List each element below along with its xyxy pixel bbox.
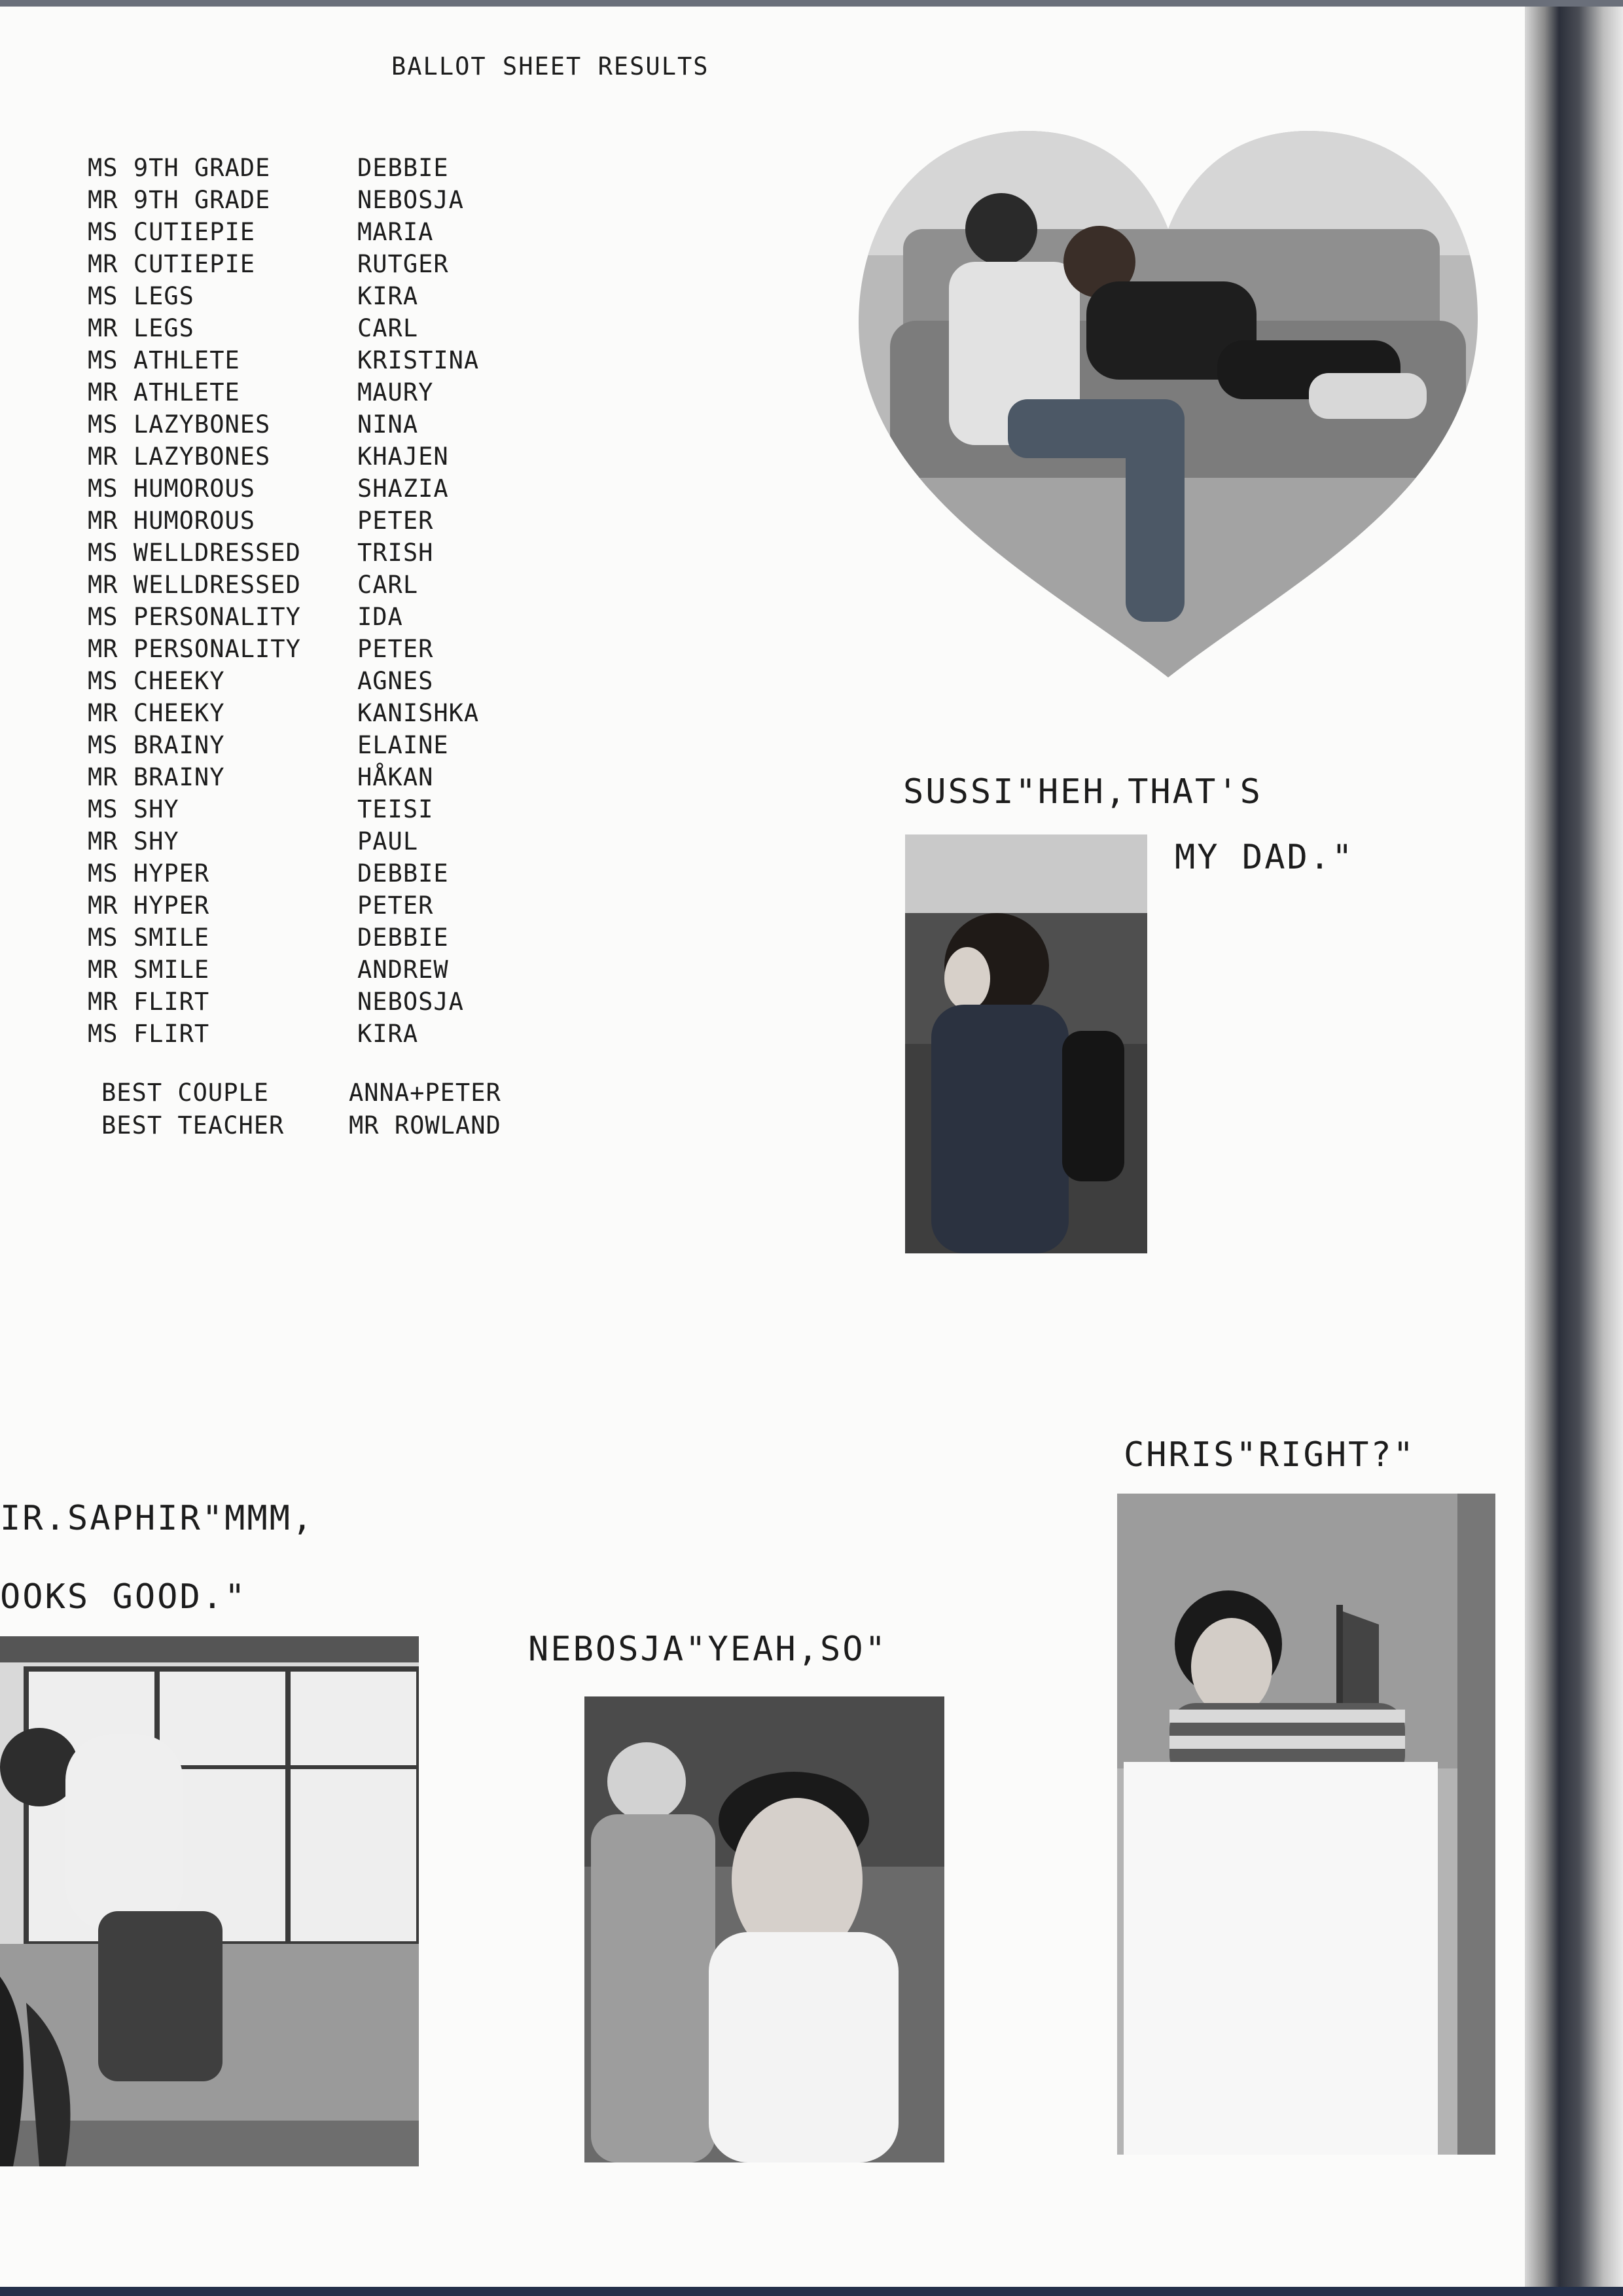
award-category: MR PERSONALITY (88, 635, 301, 663)
award-winner: KIRA (357, 282, 419, 310)
book-binding (1525, 0, 1623, 2296)
award-category: MS LAZYBONES (88, 410, 271, 439)
award-category: BEST TEACHER (101, 1111, 285, 1139)
award-winner: ANDREW (357, 956, 449, 984)
award-winner: HÅKAN (357, 763, 434, 791)
ballot-row (88, 922, 479, 954)
award-category: MR SHY (88, 827, 179, 855)
ballot-row (88, 537, 479, 569)
award-winner: CARL (357, 314, 419, 342)
award-category: BEST COUPLE (101, 1079, 270, 1107)
award-winner: NINA (357, 410, 419, 439)
saphir-caption-line1: IR.SAPHIR"MMM, (0, 1499, 315, 1538)
award-winner: ELAINE (357, 731, 449, 759)
sussi-photo (905, 834, 1147, 1253)
award-category: MS ATHLETE (88, 346, 240, 374)
award-winner: CARL (357, 571, 419, 599)
ballot-row (88, 248, 479, 280)
award-winner: MAURY (357, 378, 434, 406)
award-winner: DEBBIE (357, 924, 449, 952)
award-category: MR CHEEKY (88, 699, 225, 727)
ballot-row (88, 633, 479, 665)
award-category: MS LEGS (88, 282, 194, 310)
award-winner: DEBBIE (357, 154, 449, 182)
page-title: BALLOT SHEET RESULTS (391, 52, 709, 81)
ballot-row (88, 601, 479, 633)
award-category: MS 9TH GRADE (88, 154, 271, 182)
award-winner: DEBBIE (357, 859, 449, 888)
award-category: MS CHEEKY (88, 667, 225, 695)
nebosja-caption: NEBOSJA"YEAH,SO" (528, 1630, 887, 1669)
ballot-row (88, 793, 479, 825)
award-category: MS BRAINY (88, 731, 225, 759)
award-category: MS HUMOROUS (88, 475, 256, 503)
ballot-row (88, 312, 479, 344)
award-winner: PETER (357, 507, 434, 535)
special-award-row (101, 1077, 501, 1109)
award-winner: PETER (357, 891, 434, 920)
ballot-row (88, 184, 479, 216)
award-category: MS CUTIEPIE (88, 218, 256, 246)
award-winner: PETER (357, 635, 434, 663)
ballot-row (88, 505, 479, 537)
award-category: MS HYPER (88, 859, 210, 888)
award-winner: MR ROWLAND (349, 1111, 501, 1139)
page-bottom-edge (0, 2287, 1623, 2296)
ballot-row (88, 825, 479, 857)
saphir-caption-line2: OOKS GOOD." (0, 1577, 247, 1617)
award-category: MS WELLDRESSED (88, 539, 301, 567)
ballot-row (88, 473, 479, 505)
award-category: MR FLIRT (88, 988, 210, 1016)
award-winner: SHAZIA (357, 475, 449, 503)
award-winner: IDA (357, 603, 403, 631)
award-category: MR HYPER (88, 891, 210, 920)
award-category: MR CUTIEPIE (88, 250, 256, 278)
ballot-row (88, 761, 479, 793)
ballot-row (88, 152, 479, 184)
chris-photo (1117, 1494, 1495, 2155)
award-category: MS SMILE (88, 924, 210, 952)
special-award-row (101, 1109, 501, 1142)
award-category: MS SHY (88, 795, 179, 823)
ballot-row (88, 665, 479, 697)
page-top-edge (0, 0, 1623, 7)
ballot-row (88, 344, 479, 376)
award-winner: TEISI (357, 795, 434, 823)
award-winner: NEBOSJA (357, 988, 464, 1016)
award-winner: PAUL (357, 827, 419, 855)
ballot-row (88, 729, 479, 761)
award-category: MR LEGS (88, 314, 194, 342)
ballot-row (88, 569, 479, 601)
ballot-row (88, 889, 479, 922)
ballot-row (88, 440, 479, 473)
award-category: MR SMILE (88, 956, 210, 984)
award-category: MR WELLDRESSED (88, 571, 301, 599)
award-winner: TRISH (357, 539, 434, 567)
award-category: MR ATHLETE (88, 378, 240, 406)
ballot-row (88, 857, 479, 889)
award-winner: NEBOSJA (357, 186, 464, 214)
award-winner: MARIA (357, 218, 434, 246)
award-category: MR BRAINY (88, 763, 225, 791)
award-category: MR HUMOROUS (88, 507, 256, 535)
ballot-row (88, 986, 479, 1018)
award-category: MS PERSONALITY (88, 603, 301, 631)
award-winner: ANNA+PETER (349, 1079, 501, 1107)
award-winner: KHAJEN (357, 442, 449, 471)
award-category: MR 9TH GRADE (88, 186, 271, 214)
nebosja-photo (584, 1696, 944, 2162)
ballot-row (88, 954, 479, 986)
sussi-caption-line1: SUSSI"HEH,THAT'S (903, 772, 1262, 812)
award-category: MR LAZYBONES (88, 442, 271, 471)
ballot-row (88, 408, 479, 440)
award-winner: KRISTINA (357, 346, 480, 374)
award-winner: AGNES (357, 667, 434, 695)
ballot-row (88, 280, 479, 312)
ballot-row (88, 697, 479, 729)
ballot-row (88, 376, 479, 408)
award-winner: KANISHKA (357, 699, 480, 727)
award-winner: RUTGER (357, 250, 449, 278)
sussi-caption-line2: MY DAD." (1175, 838, 1355, 877)
chris-caption: CHRIS"RIGHT?" (1124, 1435, 1416, 1475)
ballot-results-list (88, 152, 479, 1050)
special-awards-list (101, 1077, 501, 1142)
award-category: MS FLIRT (88, 1020, 210, 1048)
award-winner: KIRA (357, 1020, 419, 1048)
mr-saphir-photo (0, 1636, 419, 2166)
heart-couple-photo (851, 124, 1486, 681)
ballot-row (88, 216, 479, 248)
ballot-row (88, 1018, 479, 1050)
